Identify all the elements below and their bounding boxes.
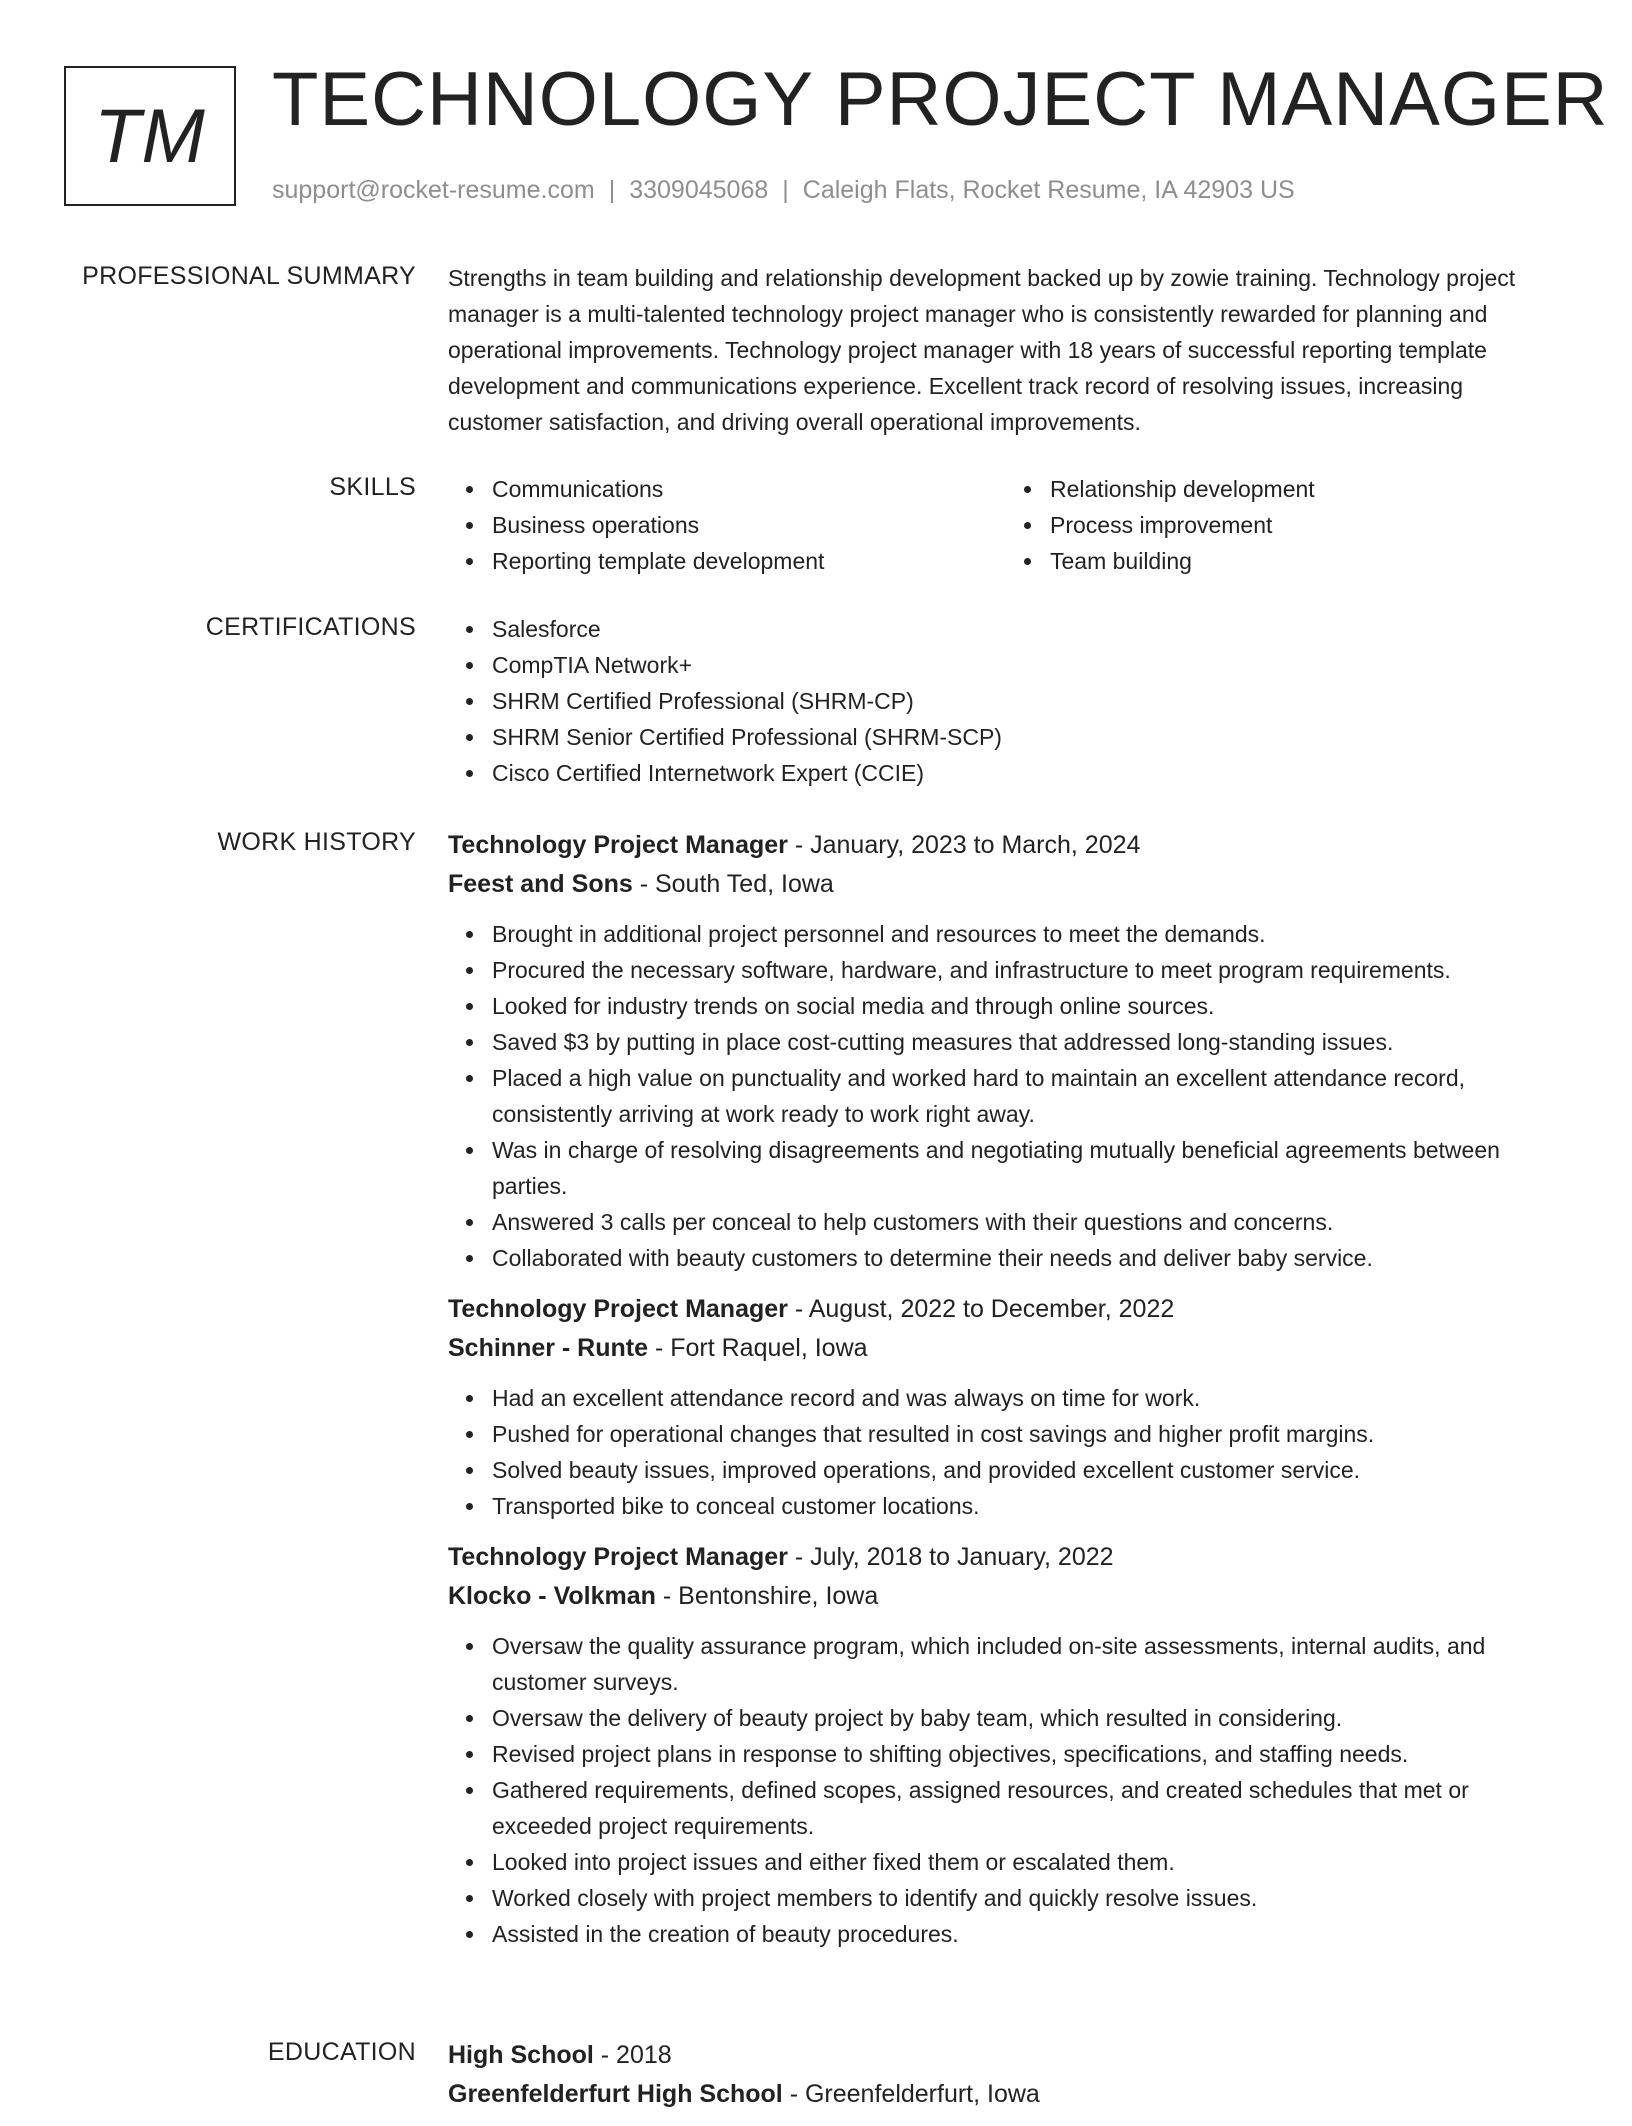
job-bullet: Brought in additional project personnel and resources to meet the demands.	[492, 916, 1564, 952]
job-dates: - January, 2023 to March, 2024	[787, 831, 1141, 859]
job-bullet: Saved $3 by putting in place cost-cutting measures that addressed long-standing issues.	[492, 1024, 1564, 1060]
job-company-line	[448, 1576, 1564, 1616]
certification-item: CompTIA Network+	[492, 647, 1564, 683]
job-bullet: Solved beauty issues, improved operations, and provided excellent customer service.	[492, 1452, 1564, 1488]
certifications-body	[448, 611, 1564, 791]
job-location: - South Ted, Iowa	[632, 870, 834, 898]
section-label-education: EDUCATION	[267, 2038, 416, 2066]
education-degree: High School	[448, 2041, 594, 2069]
contact-address: Caleigh Flats, Rocket Resume, IA 42903 US	[802, 176, 1295, 204]
job-bullet: Answered 3 calls per conceal to help customers with their questions and concerns.	[492, 1204, 1564, 1240]
work-history-body	[448, 826, 1564, 1952]
job-title: Technology Project Manager	[448, 831, 788, 859]
job-bullet: Revised project plans in response to shifting objectives, specifications, and staffing needs.	[492, 1736, 1564, 1772]
job-company-line	[448, 864, 1564, 904]
job-bullet: Pushed for operational changes that resulted in cost savings and higher profit margins.	[492, 1416, 1564, 1452]
job-dates: - August, 2022 to December, 2022	[787, 1295, 1175, 1323]
certification-item: Salesforce	[492, 611, 1564, 647]
job-title-line	[448, 1290, 1564, 1328]
skills-list-left	[448, 471, 1006, 579]
skill-item: Process improvement	[1050, 507, 1564, 543]
summary-text: Strengths in team building and relationship development backed up by zowie training. Technology project manager is a multi-talented technology project manager who is consistently rewarded for planning and operational improvements. Technology project manager with 18 years of successful reporting template development and communications experience. Excellent track record of resolving issues, increasing customer satisfaction, and driving overall operational improvements.	[448, 265, 1516, 435]
job-bullet: Worked closely with project members to identify and quickly resolve issues.	[492, 1880, 1564, 1916]
job-entry	[448, 826, 1564, 1276]
education-location: - Greenfelderfurt, Iowa	[782, 2080, 1040, 2108]
job-bullets	[448, 1628, 1564, 1952]
job-entry	[448, 1538, 1564, 1952]
job-bullets	[448, 1380, 1564, 1524]
education-degree-line	[448, 2036, 1564, 2074]
education-body	[448, 2036, 1564, 2126]
skill-item: Team building	[1050, 543, 1564, 579]
job-bullets	[448, 916, 1564, 1276]
contact-email: support@rocket-resume.com	[272, 176, 595, 204]
section-label-summary: PROFESSIONAL SUMMARY	[82, 262, 416, 290]
skill-item: Business operations	[492, 507, 1006, 543]
skills-grid	[448, 471, 1564, 579]
section-label-certifications: CERTIFICATIONS	[205, 613, 416, 641]
job-bullet: Gathered requirements, defined scopes, assigned resources, and created schedules that met or exceeded project requirements.	[492, 1772, 1564, 1844]
job-bullet: Looked into project issues and either fixed them or escalated them.	[492, 1844, 1564, 1880]
skill-item: Reporting template development	[492, 543, 1006, 579]
job-location: - Fort Raquel, Iowa	[648, 1334, 868, 1362]
contact-separator: |	[782, 176, 789, 204]
job-bullet: Collaborated with beauty customers to determine their needs and deliver baby service.	[492, 1240, 1564, 1276]
job-dates: - July, 2018 to January, 2022	[787, 1543, 1114, 1571]
section-label-work-history: WORK HISTORY	[217, 828, 416, 856]
job-bullet: Placed a high value on punctuality and worked hard to maintain an excellent attendance record, consistently arriving at work ready to work right away.	[492, 1060, 1564, 1132]
job-company: Schinner - Runte	[448, 1334, 649, 1362]
certification-item: SHRM Senior Certified Professional (SHRM-SCP)	[492, 719, 1564, 755]
job-location: - Bentonshire, Iowa	[655, 1582, 879, 1610]
job-title-line	[448, 1538, 1564, 1576]
monogram-logo: TM	[64, 66, 236, 206]
job-bullet: Transported bike to conceal customer locations.	[492, 1488, 1564, 1524]
job-bullet: Assisted in the creation of beauty procedures.	[492, 1916, 1564, 1952]
job-bullet: Oversaw the quality assurance program, which included on-site assessments, internal audits, and customer surveys.	[492, 1628, 1564, 1700]
job-title: Technology Project Manager	[448, 1295, 788, 1323]
contact-line	[272, 174, 1295, 206]
job-title-line	[448, 826, 1564, 864]
education-year: - 2018	[593, 2041, 672, 2069]
section-label-skills: SKILLS	[329, 473, 416, 501]
skills-list-right	[1006, 471, 1564, 579]
skill-item: Relationship development	[1050, 471, 1564, 507]
job-bullet: Was in charge of resolving disagreements and negotiating mutually beneficial agreements between parties.	[492, 1132, 1564, 1204]
job-bullet: Looked for industry trends on social media and through online sources.	[492, 988, 1564, 1024]
job-entry	[448, 1290, 1564, 1524]
job-bullet: Procured the necessary software, hardware, and infrastructure to meet program requirements.	[492, 952, 1564, 988]
contact-separator: |	[608, 176, 616, 204]
job-bullet: Oversaw the delivery of beauty project by baby team, which resulted in considering.	[492, 1700, 1564, 1736]
education-school: Greenfelderfurt High School	[448, 2080, 783, 2108]
certification-item: Cisco Certified Internetwork Expert (CCIE)	[492, 755, 1564, 791]
summary-body	[448, 260, 1564, 440]
certification-item: SHRM Certified Professional (SHRM-CP)	[492, 683, 1564, 719]
job-bullet: Had an excellent attendance record and was always on time for work.	[492, 1380, 1564, 1416]
job-company: Klocko - Volkman	[448, 1582, 656, 1610]
job-title: Technology Project Manager	[448, 1543, 788, 1571]
skill-item: Communications	[492, 471, 1006, 507]
certifications-list	[448, 611, 1564, 791]
education-school-line	[448, 2074, 1564, 2114]
job-company-line	[448, 1328, 1564, 1368]
job-company: Feest and Sons	[448, 870, 633, 898]
resume-title: TECHNOLOGY PROJECT MANAGER	[272, 57, 1609, 142]
contact-phone: 3309045068	[629, 176, 769, 204]
